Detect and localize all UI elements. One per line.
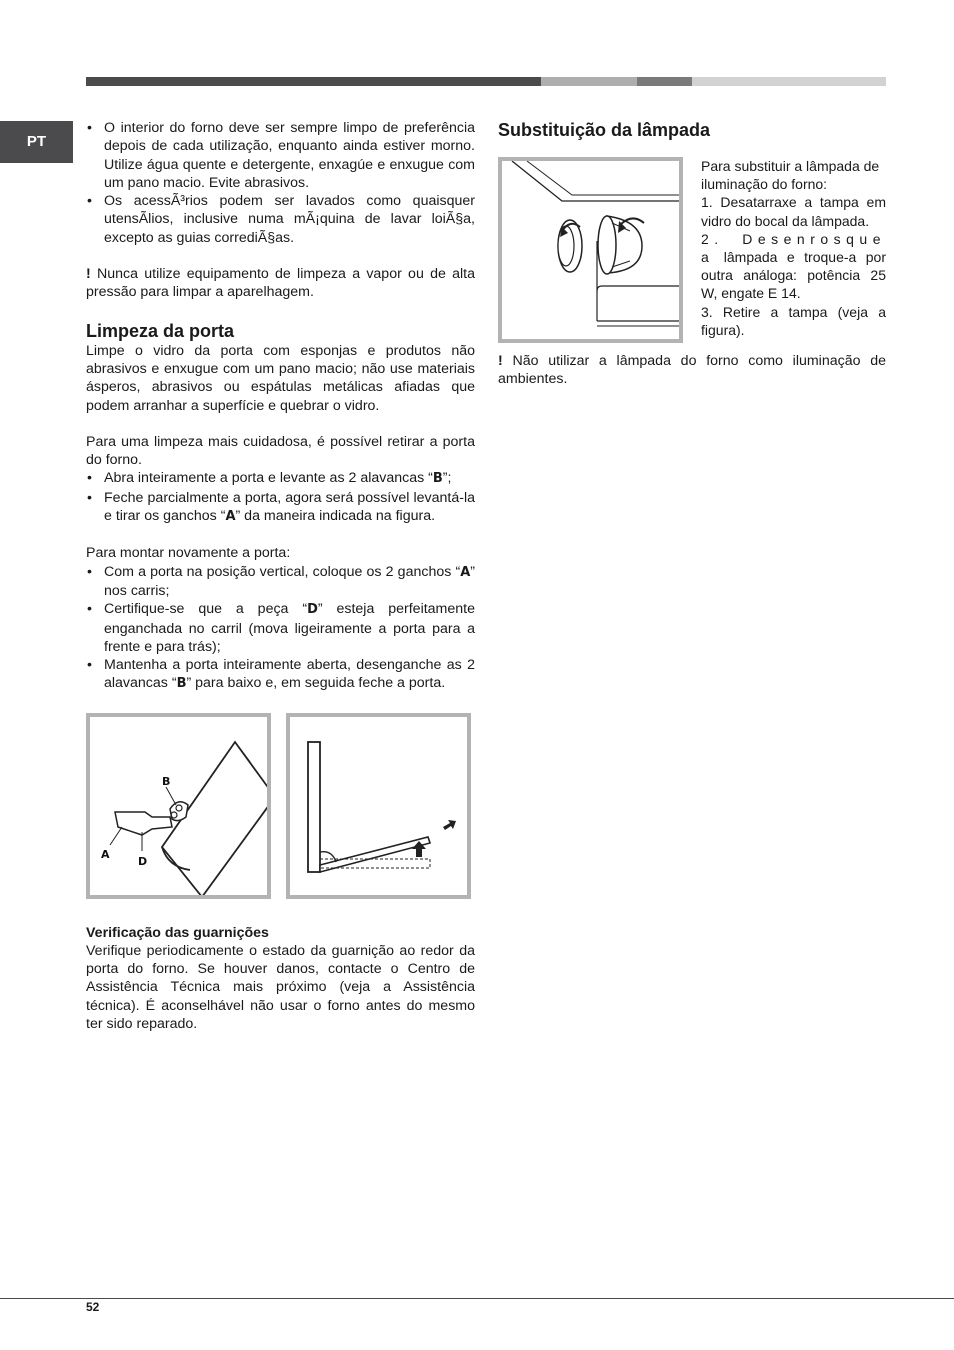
reassemble-steps — [86, 563, 475, 694]
part-letter: A — [460, 564, 471, 580]
door-open-figure — [286, 713, 471, 899]
step-text: Abra inteiramente a porta e levante as 2 alavancas “ — [104, 470, 433, 487]
lamp-steps — [701, 157, 886, 343]
header-bar-segment — [637, 77, 692, 86]
header-bar-segment — [541, 77, 637, 86]
step-text: Com a porta na posição vertical, coloque os 2 ganchos “ — [104, 563, 461, 580]
list-item — [86, 656, 475, 694]
footer-rule — [0, 1298, 954, 1299]
list-item — [86, 469, 475, 488]
lamp-intro: Para substituir a lâmpada de iluminação do forno: — [701, 158, 880, 193]
step-text: ” esteja perfeitamente enganchada no carril (mova ligeiramente a porta para a frente e para trás); — [104, 601, 475, 655]
door-paragraph-2: Para uma limpeza mais cuidadosa, é possível retirar a porta do forno. — [86, 433, 475, 469]
right-column — [498, 119, 886, 389]
lamp-step-3: 3. Retire a tampa (veja a figura). — [701, 303, 886, 338]
door-paragraph-1: Limpe o vidro da porta com esponjas e produtos não abrasivos e enxugue com um pano macio; não use materiais ásperos, abrasivos ou espátulas metálicas afiadas que podem arranhar a superfície e quebrar o vidro. — [86, 342, 475, 414]
lamp-section — [498, 157, 886, 343]
lamp-replacement-title: Substituição da lâmpada — [498, 120, 711, 140]
cleaning-bullets — [86, 119, 475, 247]
page-number: 52 — [86, 1300, 100, 1314]
step-text: ”; — [442, 470, 452, 487]
label-d: D — [138, 854, 148, 868]
part-letter: B — [432, 471, 443, 487]
part-letter: D — [307, 602, 318, 618]
seal-check-title: Verificação das guarnições — [86, 924, 269, 941]
seal-check-text: Verifique periodicamente o estado da guarnição ao redor da porta do forno. Se houver danos, contacte o Centro de Assistência Técnica mais próximo (veja a Assistência técnica). É aconselhável não usar o forno antes do mesmo ter sido reparado. — [86, 942, 475, 1032]
warning-mark: ! — [498, 353, 503, 369]
left-column — [86, 119, 475, 1033]
step-text: 2. Desenrosque a — [701, 230, 886, 266]
door-figures — [86, 713, 475, 899]
language-tab: PT — [0, 121, 73, 163]
step-text: Certifique-se que a peça “ — [104, 601, 308, 618]
step-text: Feche parcialmente a porta, agora será possível levantá-la e tirar os ganchos “ — [104, 489, 475, 525]
part-letter: A — [225, 509, 236, 525]
step-text: lâmpada e troque-a por outra análoga: potência 25 W, engate E 14. — [701, 249, 887, 302]
header-color-bar — [86, 77, 886, 86]
warning-text: Não utilizar a lâmpada do forno como iluminação de ambientes. — [498, 353, 886, 388]
list-item — [86, 489, 475, 527]
hinge-figure — [86, 713, 271, 899]
lamp-warning — [498, 352, 886, 389]
part-letter: B — [176, 676, 187, 692]
list-item — [86, 563, 475, 601]
list-item: • Os acessÃ³rios podem ser lavados como quaisquer utensÃlios, inclusive numa mÃ¡quina de lavar loiÃ§a, excepto as guias corrediÃ§as. — [86, 192, 475, 247]
header-bar-segment — [86, 77, 541, 86]
label-b: B — [162, 774, 171, 788]
warning-text: Nunca utilize equipamento de limpeza a vapor ou de alta pressão para limpar a aparelhagem. — [86, 266, 475, 301]
reassemble-intro: Para montar novamente a porta: — [86, 545, 291, 562]
lamp-figure — [498, 157, 683, 343]
step-text: ” da maneira indicada na figura. — [235, 508, 436, 525]
step-text: ” para baixo e, em seguida feche a porta. — [186, 675, 446, 692]
step-text: Mantenha a porta inteiramente aberta, desenganche as 2 alavancas “ — [104, 657, 475, 692]
door-cleaning-title: Limpeza da porta — [86, 320, 235, 341]
list-item: • O interior do forno deve ser sempre limpo de preferência depois de cada utilização, enquanto ainda estiver morno. Utilize água quente e detergente, enxagúe e enxugue com um pano macio. Evite abrasivos. — [86, 119, 475, 192]
list-item — [86, 600, 475, 656]
header-bar-segment — [692, 77, 886, 86]
door-removal-steps — [86, 469, 475, 526]
steam-warning — [86, 265, 475, 302]
step-text: ” nos carris; — [104, 563, 475, 599]
lamp-step-1: 1. Desatarraxe a tampa em vidro do bocal da lâmpada. — [701, 194, 886, 229]
warning-mark: ! — [86, 266, 91, 283]
lamp-step-2 — [701, 230, 886, 303]
label-a: A — [101, 847, 110, 861]
